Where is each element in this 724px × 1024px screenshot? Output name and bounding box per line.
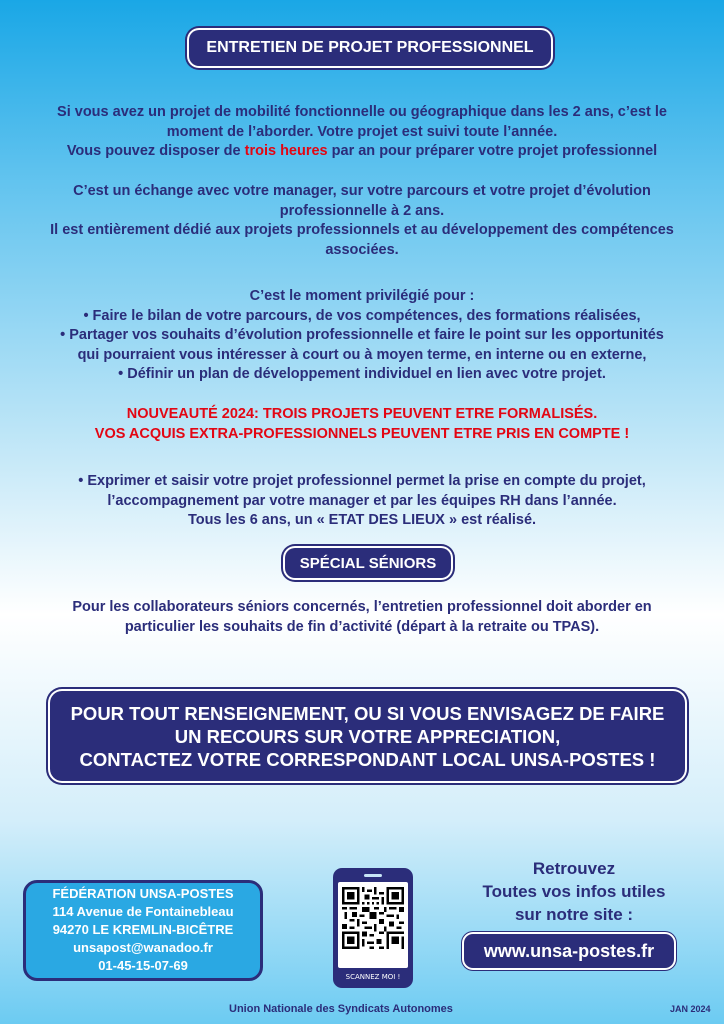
seniors-badge: SPÉCIAL SÉNIORS	[285, 548, 451, 578]
website-line: Toutes vos infos utiles	[482, 882, 666, 901]
express-paragraph	[20, 472, 704, 531]
moment-item: • Partager vos souhaits d’évolution professionnelle et faire le point sur les opportunités	[60, 327, 664, 343]
news-line: NOUVEAUTÉ 2024: TROIS PROJETS PEUVENT ETRE FORMALISÉS.	[126, 406, 598, 422]
qr-code-icon[interactable]	[342, 887, 404, 949]
federation-address-box	[23, 880, 263, 981]
phone-speaker	[364, 874, 382, 877]
website-line: sur notre site :	[514, 905, 634, 924]
date-label: JAN 2024	[670, 1004, 711, 1014]
federation-city: 94270 LE KREMLIN-BICÊTRE	[52, 922, 234, 937]
seniors-paragraph	[20, 598, 704, 637]
seniors-line: particulier les souhaits de fin d’activité (départ à la retraite ou TPAS).	[124, 618, 600, 635]
federation-name: FÉDÉRATION UNSA-POSTES	[52, 886, 234, 901]
intro-text: Vous pouvez disposer de	[66, 143, 245, 159]
federation-street: 114 Avenue de Fontainebleau	[52, 904, 234, 919]
federation-phone[interactable]: 01-45-15-07-69	[98, 958, 188, 973]
contact-line: POUR TOUT RENSEIGNEMENT, OU SI VOUS ENVISAGEZ DE FAIRE	[70, 702, 665, 724]
exchange-line: Il est entièrement dédié aux projets professionnels et au développement des compétences	[50, 222, 674, 238]
intro-line: moment de l’aborder. Votre projet est suivi toute l’année.	[166, 123, 558, 140]
exchange-line: professionnelle à 2 ans.	[279, 202, 445, 219]
contact-line: CONTACTEZ VOTRE CORRESPONDANT LOCAL UNSA-POSTES !	[79, 748, 656, 770]
website-link[interactable]: www.unsa-postes.fr	[464, 934, 674, 968]
moment-heading: C’est le moment privilégié pour :	[249, 288, 475, 304]
news-line: VOS ACQUIS EXTRA-PROFESSIONNELS PEUVENT ETRE PRIS EN COMPTE !	[94, 425, 630, 442]
moment-paragraph	[20, 287, 704, 385]
express-line: • Exprimer et saisir votre projet professionnel permet la prise en compte du projet,	[78, 473, 646, 489]
website-line: Retrouvez	[532, 859, 616, 878]
intro-line: Si vous avez un projet de mobilité fonctionnelle ou géographique dans les 2 ans, c’est le	[57, 104, 667, 120]
highlight-hours: trois heures	[244, 143, 328, 159]
intro-paragraph	[20, 103, 704, 162]
contact-line: UN RECOURS SUR VOTRE APPRECIATION,	[174, 725, 561, 747]
federation-email[interactable]: unsapost@wanadoo.fr	[73, 940, 213, 955]
intro-line	[20, 142, 704, 162]
page-title: ENTRETIEN DE PROJET PROFESSIONNEL	[189, 30, 551, 66]
footer-org: Union Nationale des Syndicats Autonomes	[229, 1003, 453, 1015]
seniors-line: Pour les collaborateurs séniors concernés, l’entretien professionnel doit aborder en	[72, 599, 652, 615]
news-paragraph	[20, 405, 704, 444]
express-line: Tous les 6 ans, un « ETAT DES LIEUX » est réalisé.	[187, 512, 537, 528]
moment-item: qui pourraient vous intéresser à court ou à moyen terme, en interne ou en externe,	[77, 346, 647, 363]
moment-item: • Faire le bilan de votre parcours, de vos compétences, des formations réalisées,	[83, 307, 641, 324]
exchange-paragraph	[20, 182, 704, 260]
website-callout	[446, 857, 702, 926]
intro-text: par an pour préparer votre projet professionnel	[327, 143, 658, 159]
moment-item: • Définir un plan de développement individuel en lien avec votre projet.	[118, 366, 606, 382]
express-line: l’accompagnement par votre manager et par les équipes RH dans l’année.	[107, 492, 617, 509]
exchange-line: associées.	[325, 241, 399, 258]
qr-phone-graphic[interactable]	[333, 868, 413, 988]
exchange-line: C’est un échange avec votre manager, sur votre parcours et votre projet d’évolution	[73, 183, 651, 199]
scan-label: SCANNEZ MOI !	[345, 973, 401, 981]
contact-banner	[50, 691, 685, 781]
